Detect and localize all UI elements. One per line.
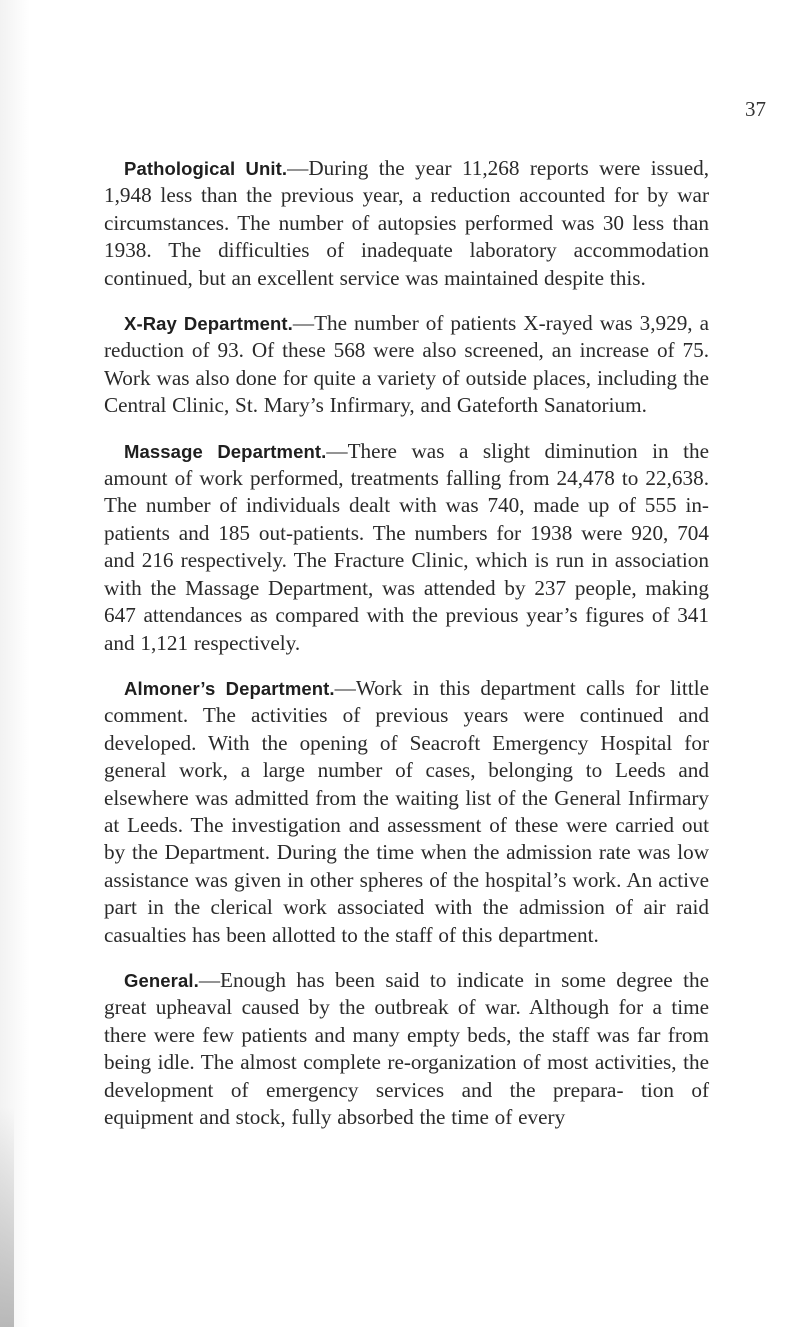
- document-body: [104, 155, 709, 1149]
- section-heading: Pathological Unit.: [124, 158, 288, 179]
- section-x-ray-department: [104, 310, 709, 420]
- page-number: 37: [745, 97, 766, 121]
- section-heading: Almoner’s Department.: [124, 677, 335, 699]
- section-text: —There was a slight diminution in the amount of work performed, treatments falling from 24,478 to 22,638. The number of individuals dealt with was 740, made up of 555 in-patients and 185 out-patients. The numbers for 1938 were 920, 704 and 216 respectively. The Fracture Clinic, which is run in association with the Massage Department, was attended by 237 people, making 647 attendances as compared with the previous year’s figures of 341 and 1,121 respectively.: [104, 438, 709, 655]
- section-heading: General.: [124, 969, 199, 991]
- section-text: —The number of patients X-rayed was 3,929, a reduction of 93. Of these 568 were also screened, an increase of 75. Work was also done for quite a variety of outside places, including the Central Clinic, St. Mary’s Infirmary, and Gateforth Sanatorium.: [104, 311, 709, 418]
- section-text: —During the year 11,268 reports were issued, 1,948 less than the previous year, a reduction accounted for by war circumstances. The number of autopsies performed was 30 less than 1938. The difficulties of inadequate laboratory accommodation continued, but an excellent service was maintained despite this.: [104, 156, 709, 290]
- section-text: —Work in this department calls for little comment. The activities of previous years were continued and developed. With the opening of Seacroft Emergency Hospital for general work, a large number of cases, belonging to Leeds and elsewhere was admitted from the waiting list of the General Infirmary at Leeds. The investigation and assessment of these were carried out by the Department. During the time when the admission rate was low assistance was given in other spheres of the hospital’s work. An active part in the clerical work associated with the admission of air raid casualties has been allotted to the staff of this department.: [104, 675, 709, 947]
- section-heading: Massage Department.: [124, 440, 327, 462]
- section-general: [104, 967, 709, 1131]
- section-heading: X-Ray Department.: [124, 313, 293, 335]
- scan-shadow: [0, 1107, 14, 1327]
- section-text: —Enough has been said to indicate in some degree the great upheaval caused by the outbreak of war. Although for a time there were few patients and many empty beds, the staff was far from being idle. The almost complete re-organization of most activities, the development of emergency services and the prepara- tion of equipment and stock, fully absorbed the time of every: [104, 967, 709, 1129]
- section-massage-department: [104, 438, 709, 657]
- section-pathological-unit: [104, 155, 709, 292]
- section-almoners-department: [104, 675, 709, 949]
